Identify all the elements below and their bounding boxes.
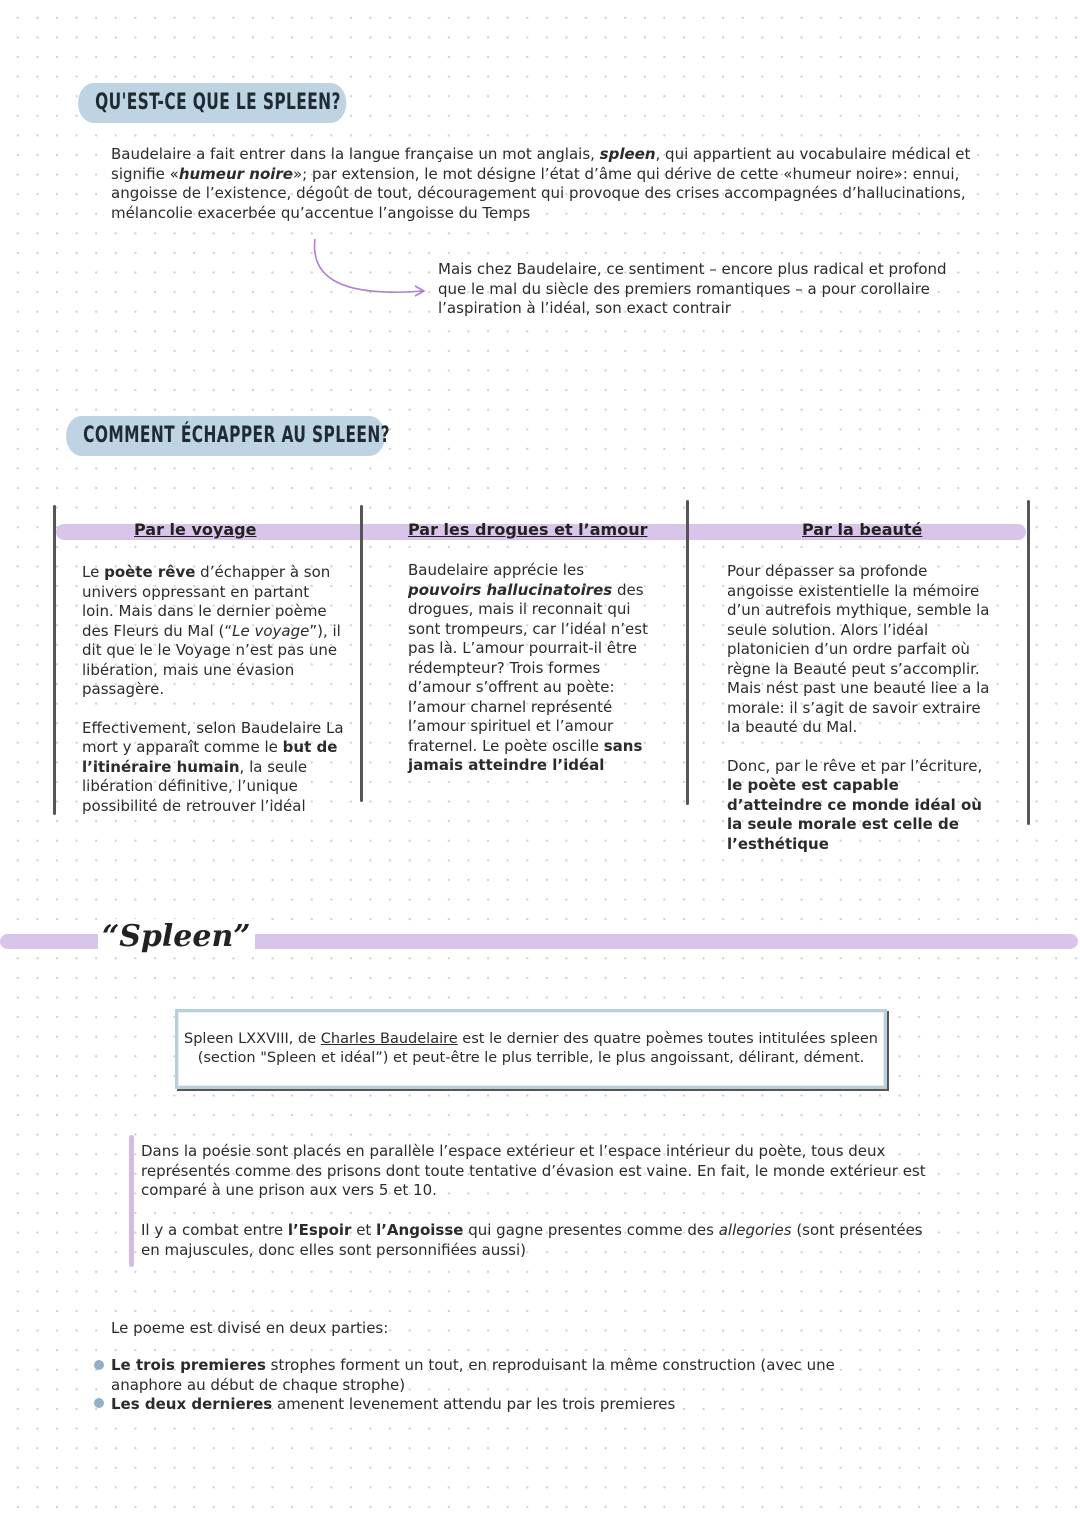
column-text-beaute: Pour dépasser sa profonde angoisse existentielle la mémoire d’un autrefois mythique, semble la seule solution. Alors l’idéal platonicien d’un ordre parfait où règne la Beauté peut s’accomplir. Mais nést past une beauté liee a la morale: il s’agit de savoir extraire la beauté du Mal. Donc, par le rêve et par l’écriture, le poète est capable d’atteindre ce monde idéal où la seule morale est celle de l’esthétique [727, 562, 990, 853]
column-text-voyage: Le poète rêve d’échapper à son univers oppressant en partant loin. Mais dans le dernier poème des Fleurs du Mal (“Le voyage”), il dit que le le Voyage n’est pas une libération, mais une évasion passagère. Effectivement, selon Baudelaire La mort y apparaît comme le but de l’itinéraire humain, la seule libération définitive, l’unique possibilité de retrouver l’idéal [82, 563, 344, 815]
column-heading-beaute: Par la beauté [802, 520, 923, 539]
ideal-note: Mais chez Baudelaire, ce sentiment – encore plus radical et profond que le mal du siècle des premiers romantiques – a pour corollaire l’aspiration à l’idéal, son exact contrair [438, 260, 947, 317]
parts-intro: Le poeme est divisé en deux parties: [111, 1319, 389, 1337]
analysis-side-bar [129, 1135, 134, 1267]
analysis-paragraph-1: Dans la poésie sont placés en parallèle l’espace extérieur et l’espace intérieur du poète, tous deux représentés comme des prisons dont toute tentative d’évasion est vaine. En fait, le monde extérieur est comparé à une prison aux vers 5 et 10. [141, 1142, 926, 1199]
section-title-escape-spleen: COMMENT ÉCHAPPER AU SPLEEN? [66, 416, 385, 456]
column-divider-right [1027, 500, 1030, 825]
poem-info-box: Spleen LXXVIII, de Charles Baudelaire est le dernier des quatre poèmes toutes intitulées spleen (section "Spleen et idéal”) et peut-être le plus terrible, le plus angoissant, délirant, dément. [175, 1009, 887, 1089]
column-divider-left [53, 505, 56, 815]
analysis-paragraph-2: Il y a combat entre l’Espoir et l’Angoisse qui gagne presentes comme des allegories (sont présentées en majuscules, donc elles sont personnifiées aussi) [141, 1221, 923, 1259]
list-item: Les deux dernieres amenent levenement attendu par les trois premieres [111, 1395, 676, 1413]
baudelaire-link[interactable]: Charles Baudelaire [320, 1031, 458, 1047]
poem-title-spleen: “Spleen” [98, 919, 255, 954]
column-text-drogues-amour: Baudelaire apprécie les pouvoirs hallucinatoires des drogues, mais il reconnait qui sont trompeurs, car l’idéal n’est pas là. L’amour pourrait-il être rédempteur? Trois formes d’amour s’offrent au poète: l’amour charnel représenté l’amour spirituel et l’amour fraternel. Le poète oscille sans jamais atteindre l’idéal [408, 561, 648, 774]
list-item: Le trois premieres strophes forment un tout, en reproduisant la même construction (avec une anaphore au début de chaque strophe) [111, 1356, 835, 1394]
section-title-what-is-spleen: QU'EST-CE QUE LE SPLEEN? [78, 83, 346, 123]
column-heading-voyage: Par le voyage [134, 520, 257, 539]
bullet-dot-icon [94, 1360, 104, 1370]
column-divider-1 [360, 505, 363, 802]
curved-arrow-icon [305, 235, 435, 305]
term-spleen: spleen [599, 145, 656, 163]
column-heading-drogues-amour: Par les drogues et l’amour [408, 520, 648, 539]
term-humeur-noire: humeur noire [178, 164, 293, 183]
intro-paragraph: Baudelaire a fait entrer dans la langue française un mot anglais, spleen, qui appartient au vocabulaire médical et signifie «humeur noire»; par extension, le mot désigne l’état d’âme qui dérive de cette «humeur noire»: ennui, angoisse de l’existence, dégoût de tout, découragement qui provoque des crises accompagnées d’hallucinations, mélancolie exacerbée qu’accentue l’angoisse du Temps [111, 145, 971, 222]
column-divider-2 [686, 500, 689, 805]
bullet-dot-icon [94, 1398, 104, 1408]
